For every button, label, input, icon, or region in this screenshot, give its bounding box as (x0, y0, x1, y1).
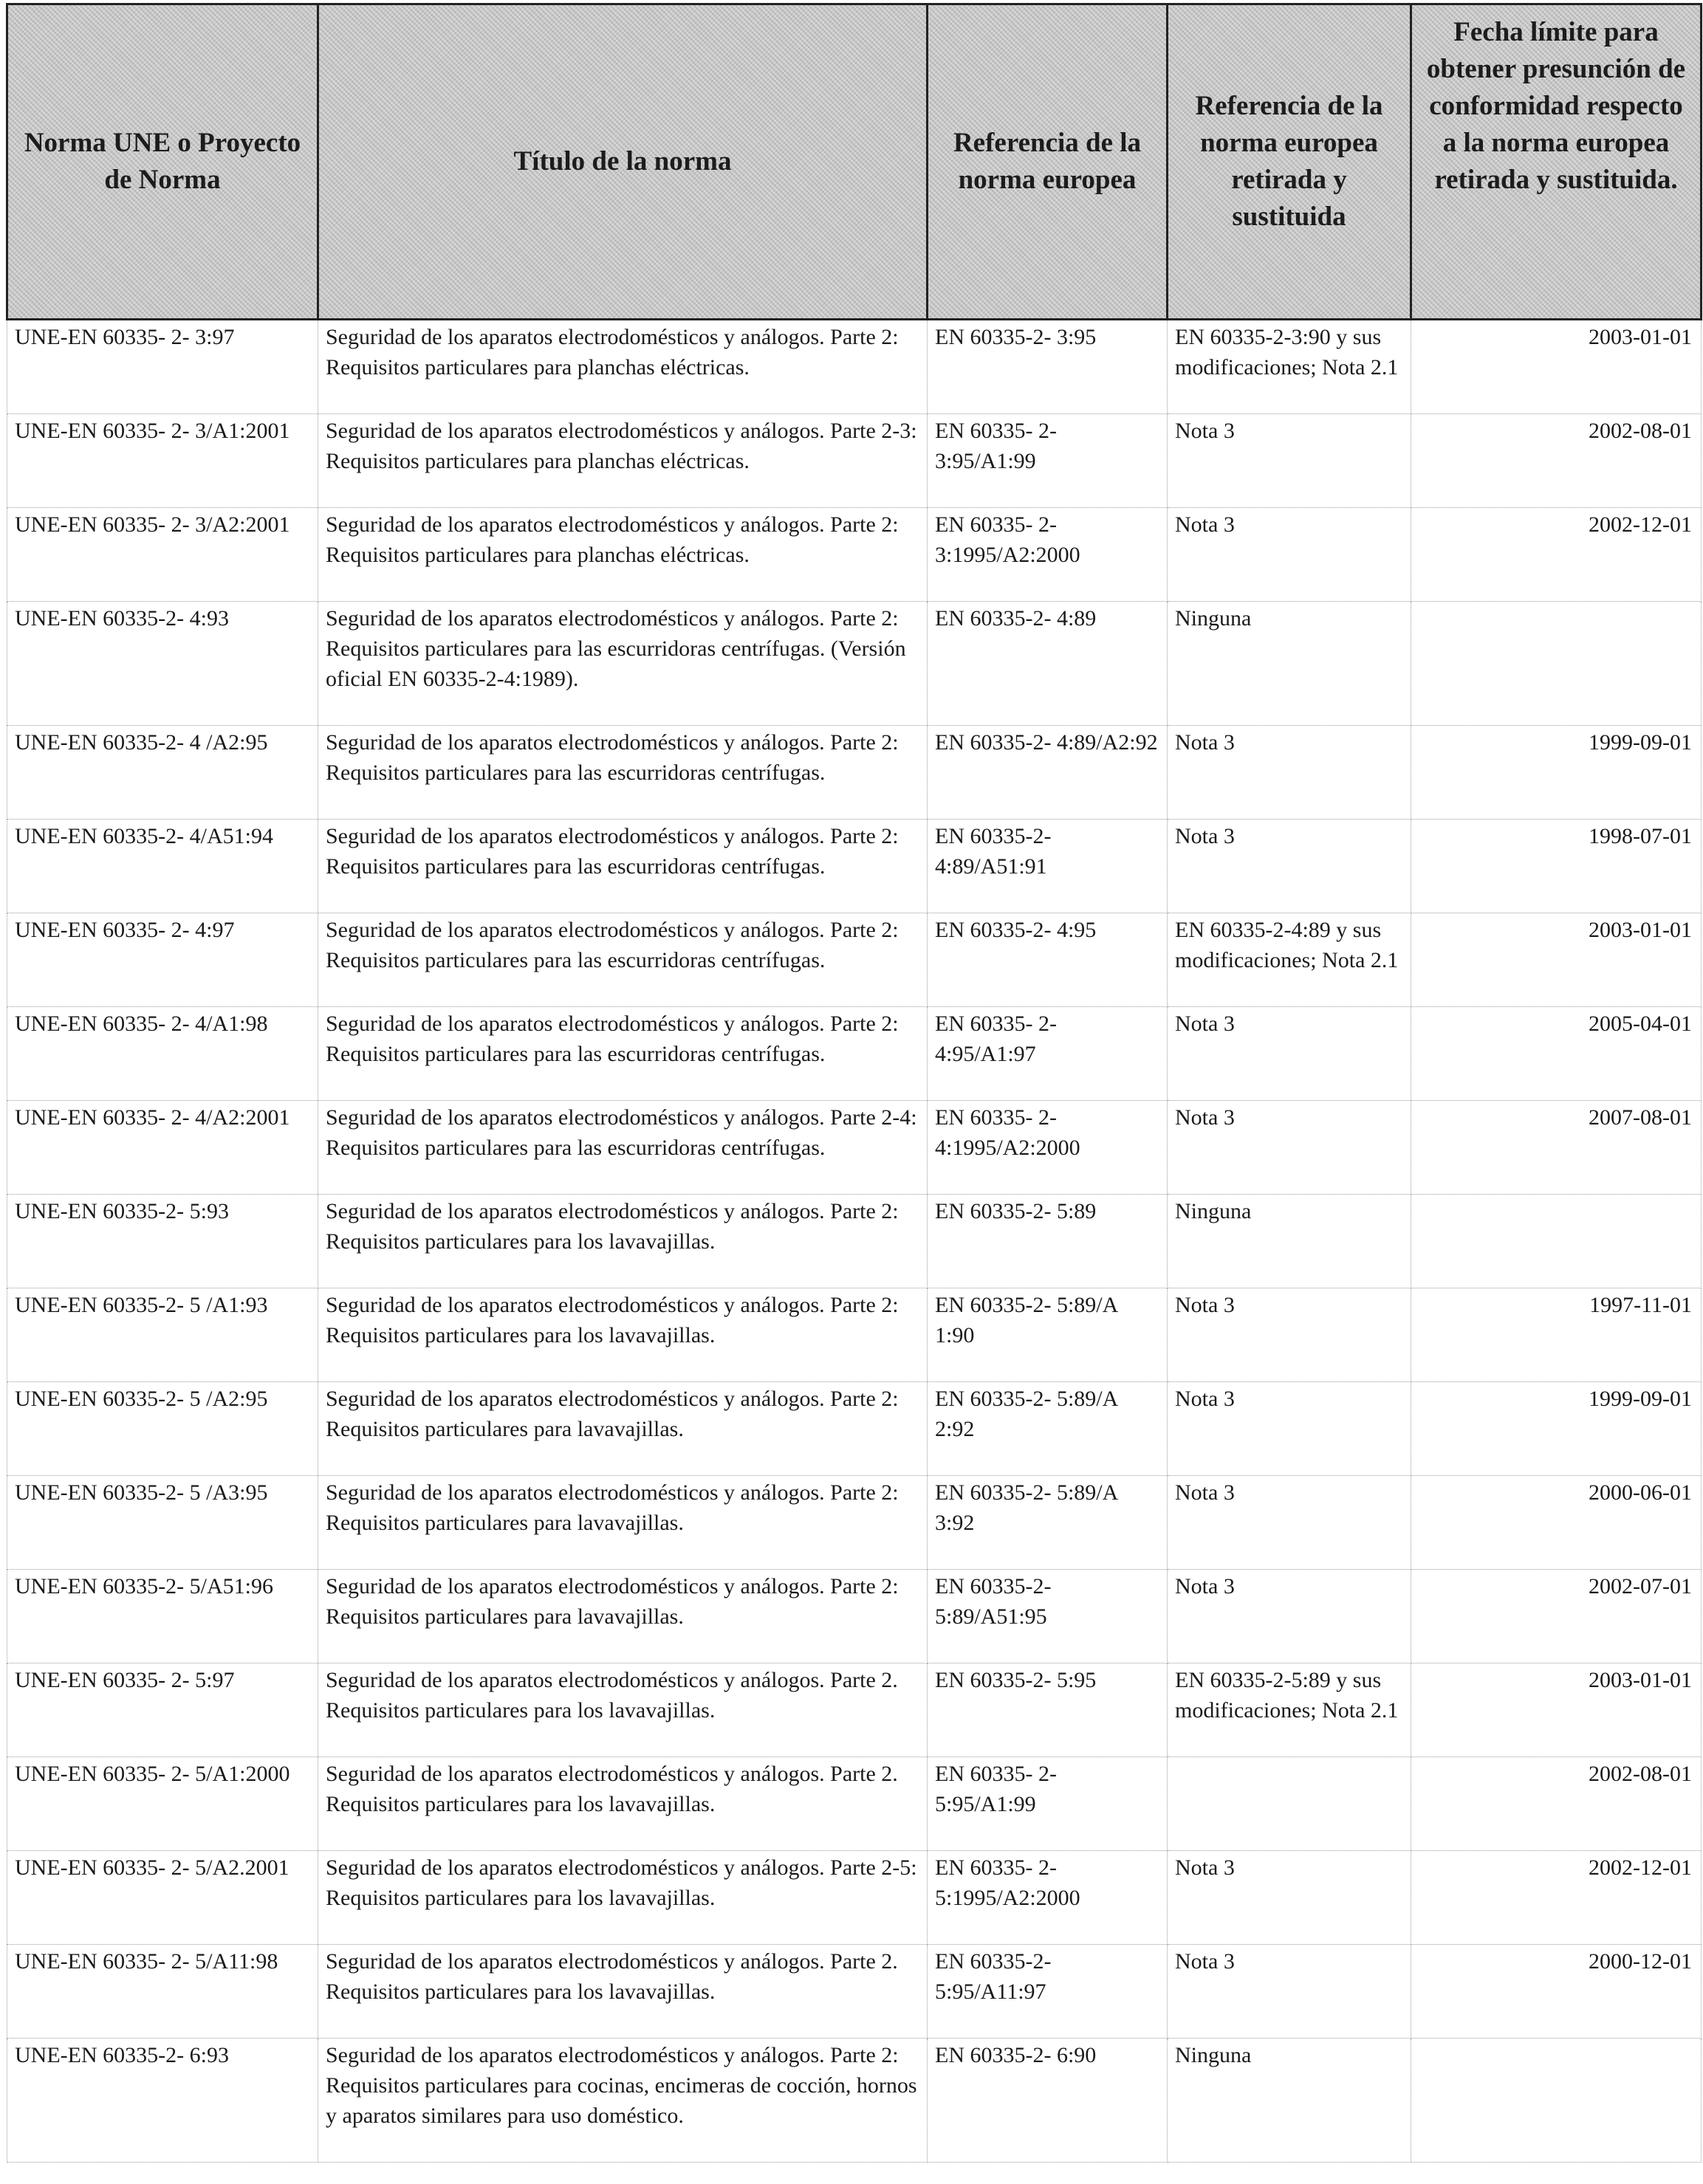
cell-retirada: Nota 3 (1168, 508, 1411, 602)
header-referencia-europea: Referencia de la norma europea (928, 4, 1168, 320)
cell-fecha: 2002-08-01 (1411, 1757, 1702, 1851)
cell-titulo: Seguridad de los aparatos electrodomésticos y análogos. Parte 2-4: Requisitos particulares para las escurridoras centrífugas. (318, 1101, 928, 1195)
table-row (7, 1195, 1702, 1288)
cell-referencia: EN 60335-2- 5:89 (928, 1195, 1168, 1288)
cell-referencia: EN 60335-2- 5:95 (928, 1663, 1168, 1757)
cell-titulo: Seguridad de los aparatos electrodomésticos y análogos. Parte 2. Requisitos particulares para los lavavajillas. (318, 1945, 928, 2039)
cell-titulo: Seguridad de los aparatos electrodomésticos y análogos. Parte 2: Requisitos particulares para las escurridoras centrífugas. (318, 913, 928, 1007)
cell-referencia: EN 60335-2- 5:89/A 2:92 (928, 1382, 1168, 1476)
table-row (7, 1570, 1702, 1663)
table-row (7, 1757, 1702, 1851)
cell-fecha: 2002-12-01 (1411, 508, 1702, 602)
cell-fecha: 1998-07-01 (1411, 820, 1702, 913)
cell-referencia: EN 60335-2- 5:89/A51:95 (928, 1570, 1168, 1663)
cell-norma: UNE-EN 60335-2- 5/A51:96 (7, 1570, 318, 1663)
cell-retirada: Nota 3 (1168, 1101, 1411, 1195)
table-row (7, 2039, 1702, 2163)
cell-referencia: EN 60335-2- 5:89/A 1:90 (928, 1288, 1168, 1382)
cell-fecha: 2002-12-01 (1411, 1851, 1702, 1945)
cell-titulo: Seguridad de los aparatos electrodomésticos y análogos. Parte 2: Requisitos particulares para las escurridoras centrífugas. (Versión oficial EN 60335-2-4:1989). (318, 602, 928, 726)
cell-titulo: Seguridad de los aparatos electrodomésticos y análogos. Parte 2. Requisitos particulares para los lavavajillas. (318, 1663, 928, 1757)
cell-titulo: Seguridad de los aparatos electrodomésticos y análogos. Parte 2: Requisitos particulares para las escurridoras centrífugas. (318, 726, 928, 820)
table-row (7, 726, 1702, 820)
cell-retirada: Nota 3 (1168, 1382, 1411, 1476)
cell-titulo: Seguridad de los aparatos electrodomésticos y análogos. Parte 2: Requisitos particulares para planchas eléctricas. (318, 320, 928, 414)
cell-retirada: EN 60335-2-4:89 y sus modificaciones; Nota 2.1 (1168, 913, 1411, 1007)
cell-fecha: 2003-01-01 (1411, 320, 1702, 414)
cell-referencia: EN 60335- 2- 4:1995/A2:2000 (928, 1101, 1168, 1195)
cell-retirada: Nota 3 (1168, 1476, 1411, 1570)
cell-norma: UNE-EN 60335- 2- 4:97 (7, 913, 318, 1007)
cell-retirada: Nota 3 (1168, 1570, 1411, 1663)
table-row (7, 1945, 1702, 2039)
table-row (7, 414, 1702, 508)
cell-referencia: EN 60335-2- 4:95 (928, 913, 1168, 1007)
cell-fecha: 2003-01-01 (1411, 1663, 1702, 1757)
table-row (7, 1288, 1702, 1382)
cell-norma: UNE-EN 60335-2- 4:93 (7, 602, 318, 726)
cell-titulo: Seguridad de los aparatos electrodomésticos y análogos. Parte 2. Requisitos particulares para los lavavajillas. (318, 1757, 928, 1851)
header-row (7, 4, 1702, 320)
cell-retirada: Nota 3 (1168, 1851, 1411, 1945)
cell-fecha: 1999-09-01 (1411, 726, 1702, 820)
cell-fecha (1411, 2039, 1702, 2163)
cell-referencia: EN 60335- 2- 4:95/A1:97 (928, 1007, 1168, 1101)
table-header (7, 4, 1702, 320)
cell-norma: UNE-EN 60335-2- 6:93 (7, 2039, 318, 2163)
cell-titulo: Seguridad de los aparatos electrodomésticos y análogos. Parte 2: Requisitos particulares para lavavajillas. (318, 1476, 928, 1570)
cell-retirada: Nota 3 (1168, 1288, 1411, 1382)
standards-table (6, 3, 1702, 2163)
table-row (7, 820, 1702, 913)
cell-referencia: EN 60335-2- 5:89/A 3:92 (928, 1476, 1168, 1570)
cell-norma: UNE-EN 60335-2- 5 /A2:95 (7, 1382, 318, 1476)
cell-fecha (1411, 602, 1702, 726)
cell-fecha: 2005-04-01 (1411, 1007, 1702, 1101)
cell-norma: UNE-EN 60335-2- 5:93 (7, 1195, 318, 1288)
cell-titulo: Seguridad de los aparatos electrodomésticos y análogos. Parte 2: Requisitos particulares para los lavavajillas. (318, 1195, 928, 1288)
cell-norma: UNE-EN 60335- 2- 3/A2:2001 (7, 508, 318, 602)
cell-titulo: Seguridad de los aparatos electrodomésticos y análogos. Parte 2: Requisitos particulares para las escurridoras centrífugas. (318, 820, 928, 913)
cell-referencia: EN 60335- 2- 5:1995/A2:2000 (928, 1851, 1168, 1945)
cell-retirada: Nota 3 (1168, 726, 1411, 820)
table-row (7, 320, 1702, 414)
cell-titulo: Seguridad de los aparatos electrodomésticos y análogos. Parte 2: Requisitos particulares para las escurridoras centrífugas. (318, 1007, 928, 1101)
cell-retirada: EN 60335-2-5:89 y sus modificaciones; Nota 2.1 (1168, 1663, 1411, 1757)
cell-retirada: Nota 3 (1168, 1007, 1411, 1101)
cell-fecha: 1997-11-01 (1411, 1288, 1702, 1382)
cell-retirada: EN 60335-2-3:90 y sus modificaciones; Nota 2.1 (1168, 320, 1411, 414)
cell-retirada: Ninguna (1168, 2039, 1411, 2163)
cell-fecha: 2000-12-01 (1411, 1945, 1702, 2039)
cell-norma: UNE-EN 60335- 2- 5/A2.2001 (7, 1851, 318, 1945)
cell-titulo: Seguridad de los aparatos electrodomésticos y análogos. Parte 2: Requisitos particulares para planchas eléctricas. (318, 508, 928, 602)
cell-norma: UNE-EN 60335- 2- 5:97 (7, 1663, 318, 1757)
cell-norma: UNE-EN 60335- 2- 3:97 (7, 320, 318, 414)
table-row (7, 1851, 1702, 1945)
cell-norma: UNE-EN 60335-2- 4 /A2:95 (7, 726, 318, 820)
table-row (7, 1663, 1702, 1757)
header-norma-une: Norma UNE o Proyecto de Norma (7, 4, 318, 320)
cell-referencia: EN 60335-2- 4:89/A51:91 (928, 820, 1168, 913)
table-row (7, 508, 1702, 602)
cell-norma: UNE-EN 60335- 2- 3/A1:2001 (7, 414, 318, 508)
cell-fecha: 2007-08-01 (1411, 1101, 1702, 1195)
cell-norma: UNE-EN 60335- 2- 5/A11:98 (7, 1945, 318, 2039)
cell-retirada: Ninguna (1168, 1195, 1411, 1288)
cell-referencia: EN 60335-2- 4:89/A2:92 (928, 726, 1168, 820)
cell-referencia: EN 60335-2- 6:90 (928, 2039, 1168, 2163)
header-fecha-limite: Fecha límite para obtener presunción de conformidad respecto a la norma europea retirada y sustituida. (1411, 4, 1702, 320)
cell-referencia: EN 60335-2- 3:95 (928, 320, 1168, 414)
cell-retirada: Nota 3 (1168, 820, 1411, 913)
table-row (7, 1007, 1702, 1101)
table-row (7, 602, 1702, 726)
cell-titulo: Seguridad de los aparatos electrodomésticos y análogos. Parte 2-5: Requisitos particulares para los lavavajillas. (318, 1851, 928, 1945)
cell-norma: UNE-EN 60335- 2- 4/A2:2001 (7, 1101, 318, 1195)
cell-titulo: Seguridad de los aparatos electrodomésticos y análogos. Parte 2-3: Requisitos particulares para planchas eléctricas. (318, 414, 928, 508)
cell-fecha: 1999-09-01 (1411, 1382, 1702, 1476)
cell-referencia: EN 60335- 2- 3:95/A1:99 (928, 414, 1168, 508)
cell-fecha (1411, 1195, 1702, 1288)
table-row (7, 1476, 1702, 1570)
cell-titulo: Seguridad de los aparatos electrodomésticos y análogos. Parte 2: Requisitos particulares para cocinas, encimeras de cocción, hornos y aparatos similares para uso doméstico. (318, 2039, 928, 2163)
cell-referencia: EN 60335- 2- 5:95/A1:99 (928, 1757, 1168, 1851)
cell-norma: UNE-EN 60335-2- 5 /A3:95 (7, 1476, 318, 1570)
table-row (7, 1101, 1702, 1195)
cell-norma: UNE-EN 60335-2- 5 /A1:93 (7, 1288, 318, 1382)
cell-norma: UNE-EN 60335-2- 4/A51:94 (7, 820, 318, 913)
cell-titulo: Seguridad de los aparatos electrodomésticos y análogos. Parte 2: Requisitos particulares para lavavajillas. (318, 1382, 928, 1476)
table-body (7, 320, 1702, 2163)
cell-fecha: 2002-07-01 (1411, 1570, 1702, 1663)
cell-referencia: EN 60335- 2- 3:1995/A2:2000 (928, 508, 1168, 602)
table-row (7, 913, 1702, 1007)
header-titulo: Título de la norma (318, 4, 928, 320)
cell-retirada (1168, 1757, 1411, 1851)
cell-retirada: Nota 3 (1168, 1945, 1411, 2039)
cell-referencia: EN 60335-2- 5:95/A11:97 (928, 1945, 1168, 2039)
cell-fecha: 2002-08-01 (1411, 414, 1702, 508)
cell-retirada: Nota 3 (1168, 414, 1411, 508)
header-referencia-retirada: Referencia de la norma europea retirada y sustituida (1168, 4, 1411, 320)
cell-referencia: EN 60335-2- 4:89 (928, 602, 1168, 726)
cell-norma: UNE-EN 60335- 2- 4/A1:98 (7, 1007, 318, 1101)
cell-fecha: 2000-06-01 (1411, 1476, 1702, 1570)
cell-retirada: Ninguna (1168, 602, 1411, 726)
cell-titulo: Seguridad de los aparatos electrodomésticos y análogos. Parte 2: Requisitos particulares para lavavajillas. (318, 1570, 928, 1663)
cell-fecha: 2003-01-01 (1411, 913, 1702, 1007)
table-row (7, 1382, 1702, 1476)
cell-titulo: Seguridad de los aparatos electrodomésticos y análogos. Parte 2: Requisitos particulares para los lavavajillas. (318, 1288, 928, 1382)
cell-norma: UNE-EN 60335- 2- 5/A1:2000 (7, 1757, 318, 1851)
